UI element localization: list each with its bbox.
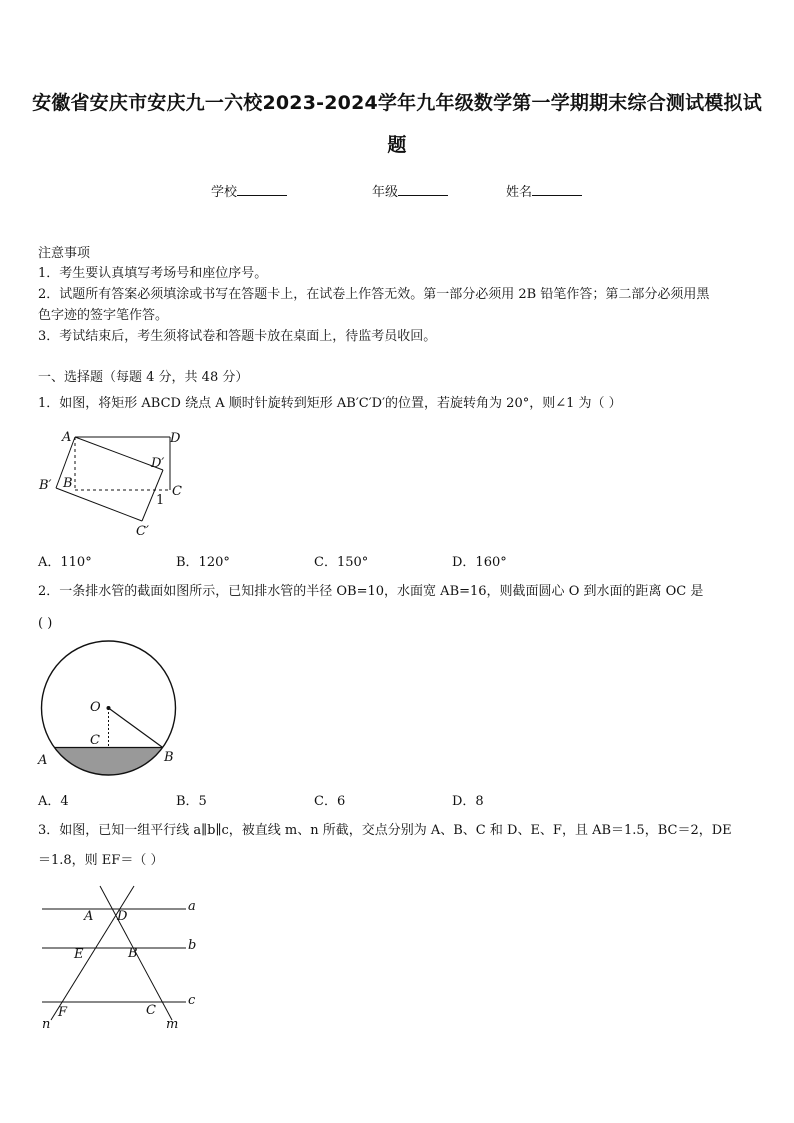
label-m: m [166, 1017, 179, 1032]
notice-item: 色字迹的签字笔作答。 [38, 308, 169, 323]
label-E: E [74, 947, 84, 962]
label-B: B [63, 476, 73, 491]
label-n: n [42, 1017, 51, 1032]
notice-heading: 注意事项 [38, 246, 91, 261]
label-A: A [84, 909, 94, 924]
name-blank [532, 183, 582, 196]
label-Cp: C′ [136, 524, 149, 539]
q1-option-a[interactable]: A．110° [38, 555, 92, 570]
school-field [211, 181, 287, 200]
q2-pipe-cross-section-figure [34, 638, 184, 776]
label-O: O [90, 700, 101, 715]
question-1-text: 1．如图，将矩形 ABCD 绕点 A 顺时针旋转到矩形 AB′C′D′的位置，若旋转角为 20°，则∠1 为（ ） [38, 396, 622, 411]
label-B: B [128, 946, 138, 961]
section-heading: 一、选择题（每题 4 分，共 48 分） [38, 370, 249, 385]
notice-item: 1．考生要认真填写考场号和座位序号。 [38, 266, 268, 281]
label-Bp: B′ [39, 478, 52, 493]
q2-option-d[interactable]: D．8 [452, 794, 484, 809]
water-segment [54, 748, 162, 776]
grade-field [372, 181, 448, 200]
grade-blank [398, 183, 448, 196]
notice-item: 2．试题所有答案必须填涂或书写在答题卡上，在试卷上作答无效。第一部分必须用 2B 铅笔作答；第二部分必须用黑 [38, 287, 710, 302]
page-title-continued: 题 [387, 134, 407, 156]
page-title: 安徽省安庆市安庆九一六校2023-2024学年九年级数学第一学期期末综合测试模拟试 [32, 92, 762, 114]
edge-BpCp [56, 488, 142, 521]
question-2-answer-paren: ( ) [38, 616, 53, 631]
q3-parallel-lines-figure [34, 880, 224, 1038]
school-blank [237, 183, 287, 196]
q2-option-c[interactable]: C．6 [314, 794, 346, 809]
transversal-n [51, 886, 134, 1020]
name-label: 姓名 [506, 185, 533, 200]
radius-OB [109, 708, 163, 748]
center-point-O [107, 706, 111, 710]
q1-option-c[interactable]: C．150° [314, 555, 369, 570]
q1-option-b[interactable]: B．120° [176, 555, 230, 570]
label-angle-1: 1 [156, 493, 165, 508]
label-b: b [188, 938, 197, 953]
school-label: 学校 [211, 185, 238, 200]
label-D: D [170, 431, 181, 446]
question-2-text: 2．一条排水管的截面如图所示，已知排水管的半径 OB=10，水面宽 AB=16，则截面圆心 O 到水面的距离 OC 是 [38, 584, 704, 599]
label-B: B [164, 750, 174, 765]
label-C: C [146, 1003, 156, 1018]
grade-label: 年级 [372, 185, 399, 200]
label-D: D [117, 909, 128, 924]
q2-option-a[interactable]: A．4 [38, 794, 69, 809]
name-field [506, 181, 582, 200]
label-Dp: D′ [151, 456, 165, 471]
q1-rotated-rectangle-figure [30, 425, 190, 543]
label-C: C [90, 733, 100, 748]
label-F: F [58, 1005, 68, 1020]
edge-ADp [75, 437, 163, 470]
label-a: a [188, 899, 196, 914]
question-3-text-continued: ＝1.8，则 EF＝（ ） [38, 853, 164, 868]
label-A: A [38, 753, 48, 768]
q1-option-d[interactable]: D．160° [452, 555, 507, 570]
label-C: C [172, 484, 182, 499]
label-A: A [62, 430, 72, 445]
q2-option-b[interactable]: B．5 [176, 794, 207, 809]
notice-item: 3．考试结束后，考生须将试卷和答题卡放在桌面上，待监考员收回。 [38, 329, 437, 344]
question-3-text: 3．如图，已知一组平行线 a∥b∥c，被直线 m、n 所截，交点分别为 A、B、C 和 D、E、F，且 AB＝1.5，BC＝2，DE [38, 823, 732, 838]
label-c: c [188, 993, 196, 1008]
